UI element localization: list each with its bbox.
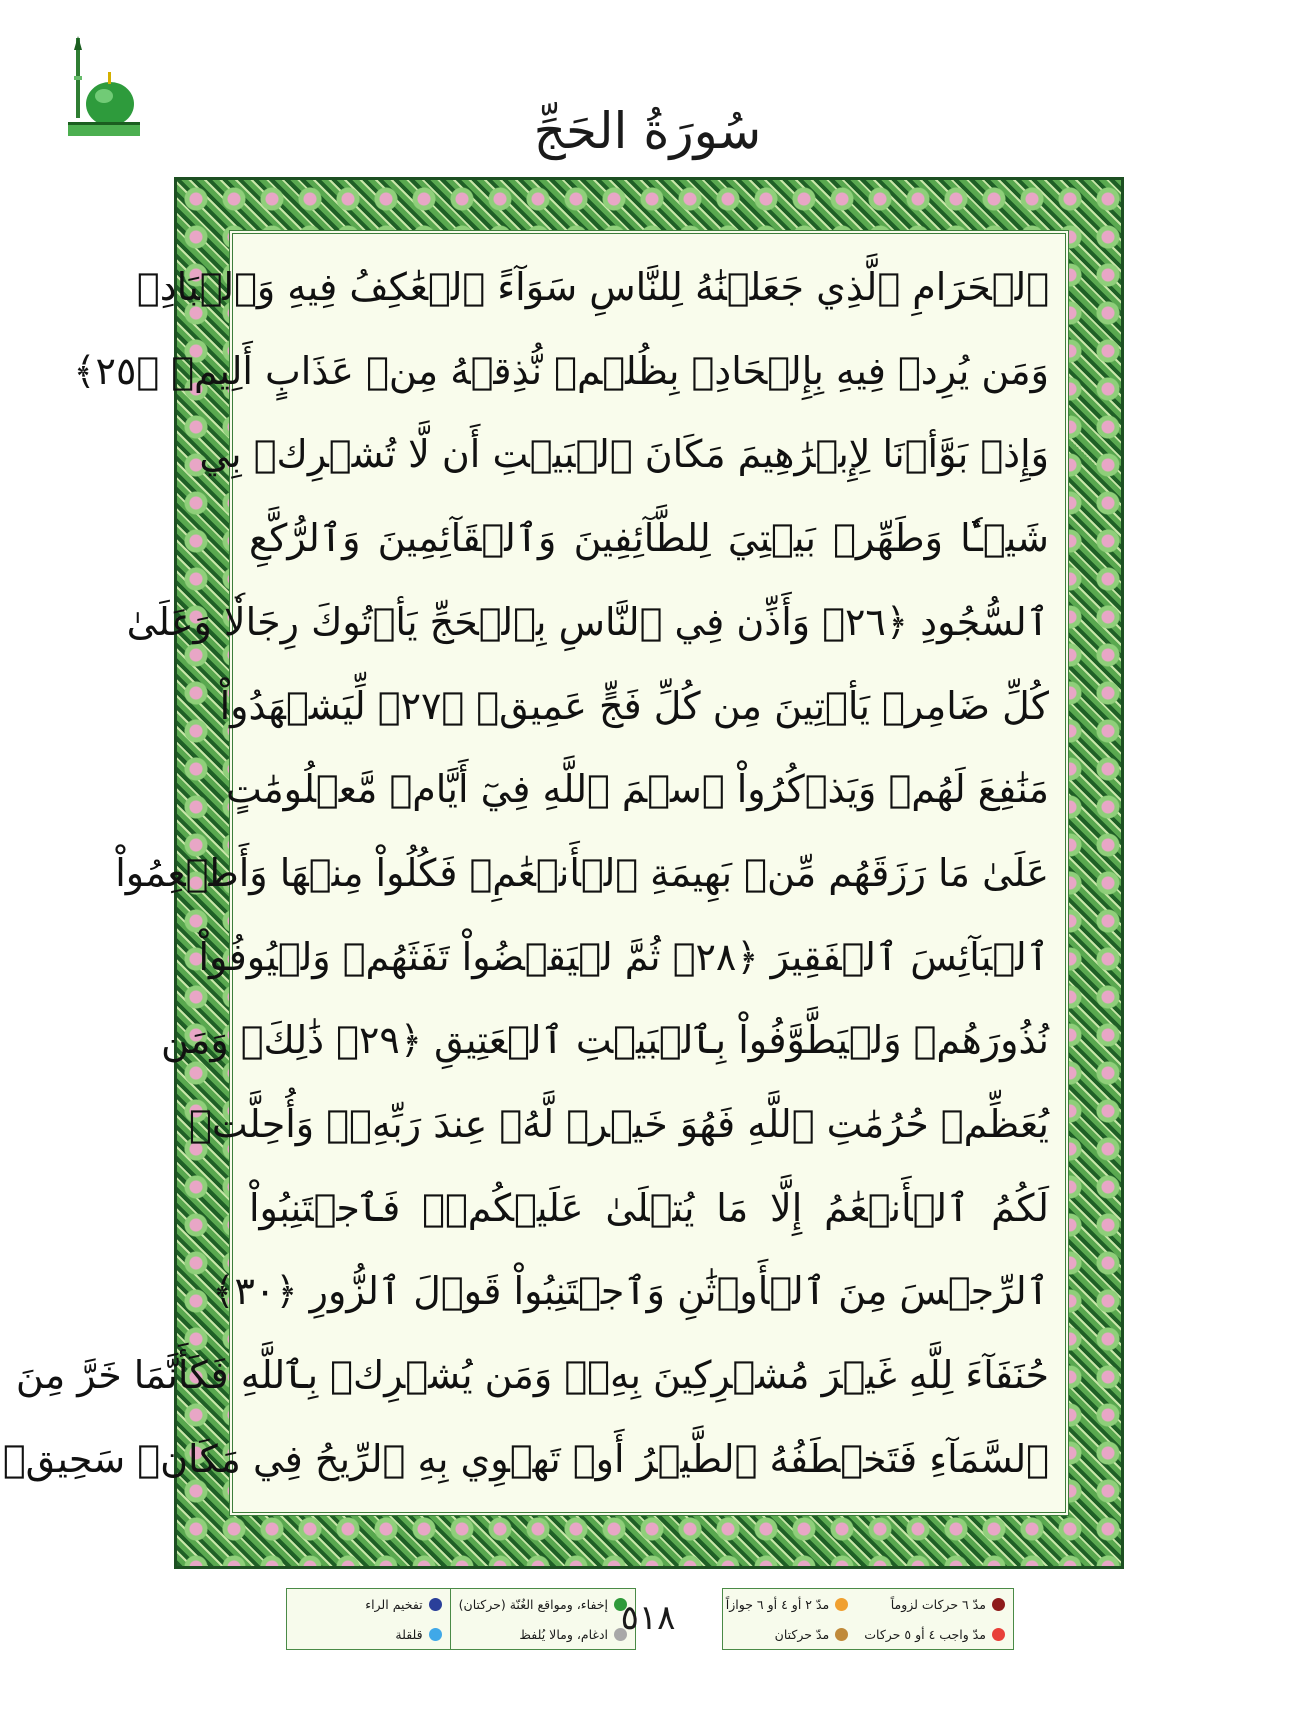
verse-line: ٱلۡبَآئِسَ ٱلۡفَقِيرَ ﴿٢٨﴾ ثُمَّ لۡيَقۡضُواْ تَفَثَهُمۡ وَلۡيُوفُواْ: [198, 934, 1049, 979]
legend-item: [718, 1589, 856, 1619]
page-number: ٥١٨: [620, 1598, 676, 1638]
legend-item: [287, 1619, 450, 1649]
page-footer: [0, 1588, 1295, 1658]
legend-item: [287, 1589, 450, 1619]
tajweed-legend-left: [286, 1588, 636, 1650]
verse-line: ٱلسَّمَآءِ فَتَخۡطَفُهُ ٱلطَّيۡرُ أَوۡ تَهۡوِي بِهِ ٱلرِّيحُ فِي مَكَانٖ سَحِيقٖ: [2, 1436, 1049, 1481]
verse-lines: [2, 252, 1049, 1494]
verse-line: ٱلسُّجُودِ ﴿٢٦﴾ وَأَذِّن فِي ٱلنَّاسِ بِٱلۡحَجِّ يَأۡتُوكَ رِجَالٗا وَعَلَىٰ: [126, 599, 1049, 644]
legend-item: [856, 1619, 1013, 1649]
red-dot-icon: [992, 1628, 1005, 1641]
verse-line: مَنَٰفِعَ لَهُمۡ وَيَذۡكُرُواْ ٱسۡمَ ٱللَّهِ فِيٓ أَيَّامٖ مَّعۡلُومَٰتٍ: [226, 767, 1049, 812]
legend-item: [856, 1589, 1013, 1619]
legend-label: ادغام، ومالا يُلفظ: [519, 1626, 608, 1642]
legend-label: مدّ واجب ٤ أو ٥ حركات: [864, 1626, 986, 1642]
verse-line: وَمَن يُرِدۡ فِيهِ بِإِلۡحَادِۭ بِظُلۡمٖ نُّذِقۡهُ مِنۡ عَذَابٍ أَلِيمٖ ﴿٢٥﴾: [73, 348, 1049, 393]
verse-line: وَإِذۡ بَوَّأۡنَا لِإِبۡرَٰهِيمَ مَكَانَ ٱلۡبَيۡتِ أَن لَّا تُشۡرِكۡ بِي: [199, 432, 1049, 477]
text-panel: [2, 230, 1069, 1516]
verse-line: حُنَفَآءَ لِلَّهِ غَيۡرَ مُشۡرِكِينَ بِهِۦۚ وَمَن يُشۡرِكۡ بِٱللَّهِ فَكَأَنَّمَا خَرَّ مِنَ: [15, 1353, 1049, 1398]
verse-line: شَيۡـٔٗا وَطَهِّرۡ بَيۡتِيَ لِلطَّآئِفِينَ وَٱلۡقَآئِمِينَ وَٱلرُّكَّعِ: [249, 516, 1049, 561]
legend-label: قلقلة: [395, 1626, 423, 1642]
legend-item: [718, 1619, 856, 1649]
tajweed-legend-right: [722, 1588, 1014, 1650]
verse-line: ٱلۡحَرَامِ ٱلَّذِي جَعَلۡنَٰهُ لِلنَّاسِ سَوَآءً ٱلۡعَٰكِفُ فِيهِ وَٱلۡبَادِۚ: [136, 265, 1049, 309]
legend-label: مدّ ٦ حركات لزوماً: [890, 1596, 986, 1612]
legend-label: إخفاء، ومواقع الغُنّة (حركتان): [458, 1596, 608, 1612]
verse-line: كُلِّ ضَامِرٖ يَأۡتِينَ مِن كُلِّ فَجٍّ عَمِيقٖ ﴿٢٧﴾ لِّيَشۡهَدُواْ: [219, 683, 1049, 728]
verse-line: عَلَىٰ مَا رَزَقَهُم مِّنۢ بَهِيمَةِ ٱلۡأَنۡعَٰمِۖ فَكُلُواْ مِنۡهَا وَأَطۡعِمُواْ: [115, 850, 1049, 895]
legend-label: مدّ ٢ أو ٤ أو ٦ جوازاً: [725, 1596, 830, 1612]
verse-line: نُذُورَهُمۡ وَلۡيَطَّوَّفُواْ بِٱلۡبَيۡتِ ٱلۡعَتِيقِ ﴿٢٩﴾ ذَٰلِكَۖ وَمَن: [161, 1018, 1049, 1063]
verse-line: يُعَظِّمۡ حُرُمَٰتِ ٱللَّهِ فَهُوَ خَيۡرٞ لَّهُۥ عِندَ رَبِّهِۦۗ وَأُحِلَّتۡ: [189, 1102, 1049, 1147]
legend-label: تفخيم الراء: [365, 1596, 423, 1612]
light-blue-dot-icon: [429, 1628, 442, 1641]
legend-label: مدّ حركتان: [774, 1626, 830, 1642]
verse-line: ٱلرِّجۡسَ مِنَ ٱلۡأَوۡثَٰنِ وَٱجۡتَنِبُواْ قَوۡلَ ٱلزُّورِ ﴿٣٠﴾: [212, 1269, 1049, 1314]
orange-dot-icon: [835, 1598, 848, 1611]
dark-red-dot-icon: [992, 1598, 1005, 1611]
brown-dot-icon: [835, 1628, 848, 1641]
surah-title: سُورَةُ الحَجِّ: [533, 102, 762, 160]
dark-blue-dot-icon: [429, 1598, 442, 1611]
verse-line: لَكُمُ ٱلۡأَنۡعَٰمُ إِلَّا مَا يُتۡلَىٰ عَلَيۡكُمۡۖ فَٱجۡتَنِبُواْ: [249, 1185, 1049, 1230]
decorative-border: [2, 177, 1124, 1569]
